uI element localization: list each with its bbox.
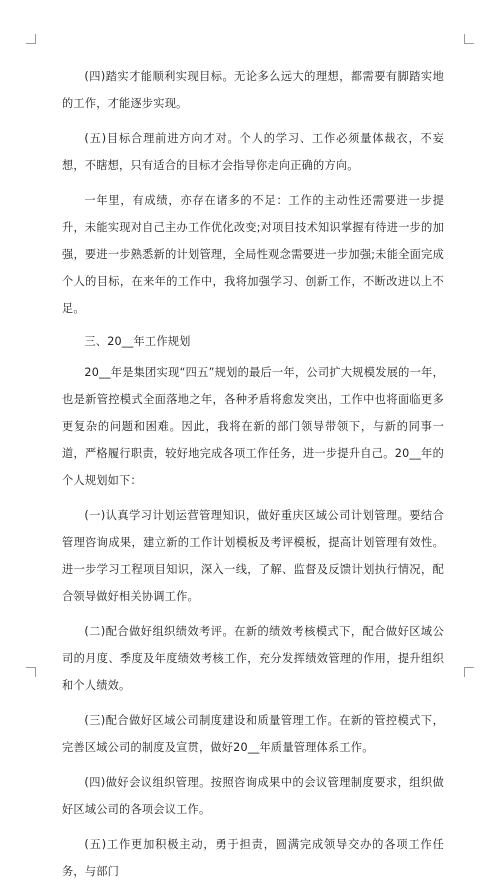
plan-item-4: (四)做好会议组织管理。按照咨询成果中的会议管理制度要求，组织做好区域公司的各项会议工作。 <box>62 776 444 816</box>
paragraph-5-reasonable-goals: (五)目标合理前进方向才对。个人的学习、工作必须量体裁衣，不妄想，不瞎想，只有适合的目标才会指导你走向正确的方向。 <box>62 132 444 172</box>
plan-item-5: (五)工作更加积极主动，勇于担责，圆满完成领导交办的各项工作任务，与部门 <box>62 838 444 878</box>
crop-mark-top-right <box>464 34 474 44</box>
document-body <box>62 63 444 893</box>
paragraph-shortcomings: 一年里，有成绩，亦存在诸多的不足：工作的主动性还需要进一步提升，未能实现对自己主办工作优化改变;对项目技术知识掌握有待进一步的加强，要进一步熟悉新的计划管理，全局性观念需要进一步加强;未能全面完成个人的目标，在来年的工作中，我将加强学习、创新工作，不断改进以上不足。 <box>62 194 444 315</box>
crop-mark-top-left <box>26 34 36 44</box>
paragraph-4-steady-work: (四)踏实才能顺利实现目标。无论多么远大的理想，都需要有脚踏实地的工作，才能逐步实现。 <box>62 70 444 110</box>
plan-item-2: (二)配合做好组织绩效考评。在新的绩效考核模式下，配合做好区域公司的月度、季度及年度绩效考核工作，充分发挥绩效管理的作用，提升组织和个人绩效。 <box>62 625 444 692</box>
plan-item-1: (一)认真学习计划运营管理知识，做好重庆区域公司计划管理。要结合管理咨询成果，建立新的工作计划模板及考评模板，提高计划管理有效性。进一步学习工程项目知识，深入一线，了解、监督及反馈计划执行情况，配合领导做好相关协调工作。 <box>62 509 444 603</box>
crop-mark-bottom-right <box>464 667 474 677</box>
section-heading-work-plan: 三、20__年工作规划 <box>84 335 191 348</box>
paragraph-plan-intro: 20__年是集团实现“四五”规划的最后一年，公司扩大规模发展的一年，也是新管控模式全面落地之年，各种矛盾将愈发突出，工作中也将面临更多更复杂的问题和困难。因此，我将在新的部门领导带领下，与新的同事一道，严格履行职责，较好地完成各项工作任务，进一步提升自己。20__年的个人规划如下： <box>62 366 444 487</box>
crop-mark-bottom-left <box>26 667 36 677</box>
plan-item-3: (三)配合做好区域公司制度建设和质量管理工作。在新的管控模式下，完善区域公司的制度及宣贯，做好20__年质量管理体系工作。 <box>62 714 444 754</box>
